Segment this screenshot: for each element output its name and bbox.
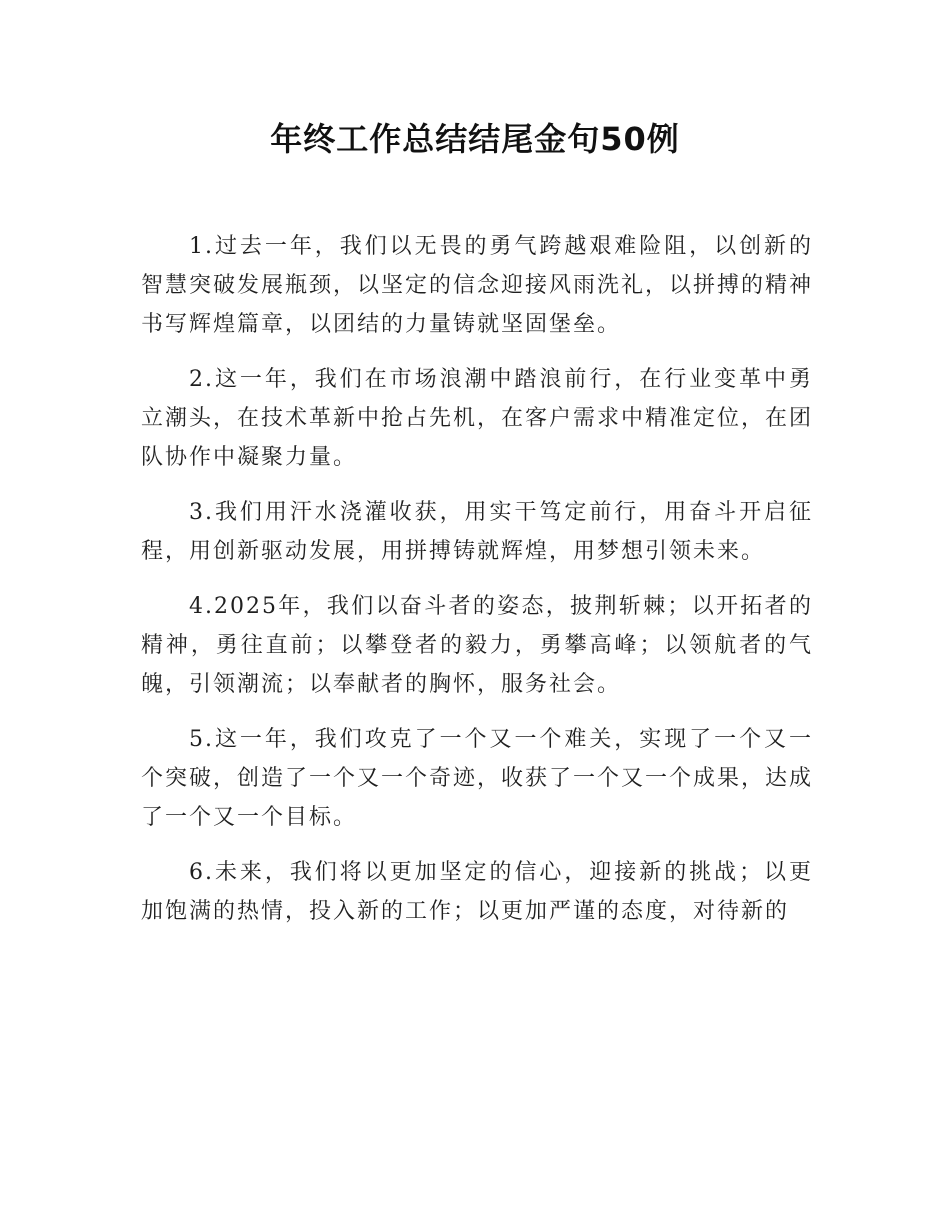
- paragraph-4: 4.2025年，我们以奋斗者的姿态，披荆斩棘；以开拓者的精神，勇往直前；以攀登者的毅力，勇攀高峰；以领航者的气魄，引领潮流；以奉献者的胸怀，服务社会。: [141, 594, 813, 697]
- paragraph-2: 2.这一年，我们在市场浪潮中踏浪前行，在行业变革中勇立潮头，在技术革新中抢占先机，在客户需求中精准定位，在团队协作中凝聚力量。: [141, 367, 814, 470]
- paragraph-5: 5.这一年，我们攻克了一个又一个难关，实现了一个又一个突破，创造了一个又一个奇迹，收获了一个又一个成果，达成了一个又一个目标。: [141, 727, 814, 830]
- paragraph-1: 1.过去一年，我们以无畏的勇气跨越艰难险阻，以创新的智慧突破发展瓶颈，以坚定的信念迎接风雨洗礼，以拼搏的精神书写辉煌篇章，以团结的力量铸就坚固堡垒。: [141, 234, 814, 337]
- paragraph-6: 6.未来，我们将以更加坚定的信心，迎接新的挑战；以更加饱满的热情，投入新的工作；以更加严谨的态度，对待新的: [141, 860, 813, 924]
- paragraph-3: 3.我们用汗水浇灌收获，用实干笃定前行，用奋斗开启征程，用创新驱动发展，用拼搏铸就辉煌，用梦想引领未来。: [141, 500, 813, 564]
- document-title: 年终工作总结结尾金句50例: [270, 120, 680, 158]
- document-body: [141, 227, 813, 947]
